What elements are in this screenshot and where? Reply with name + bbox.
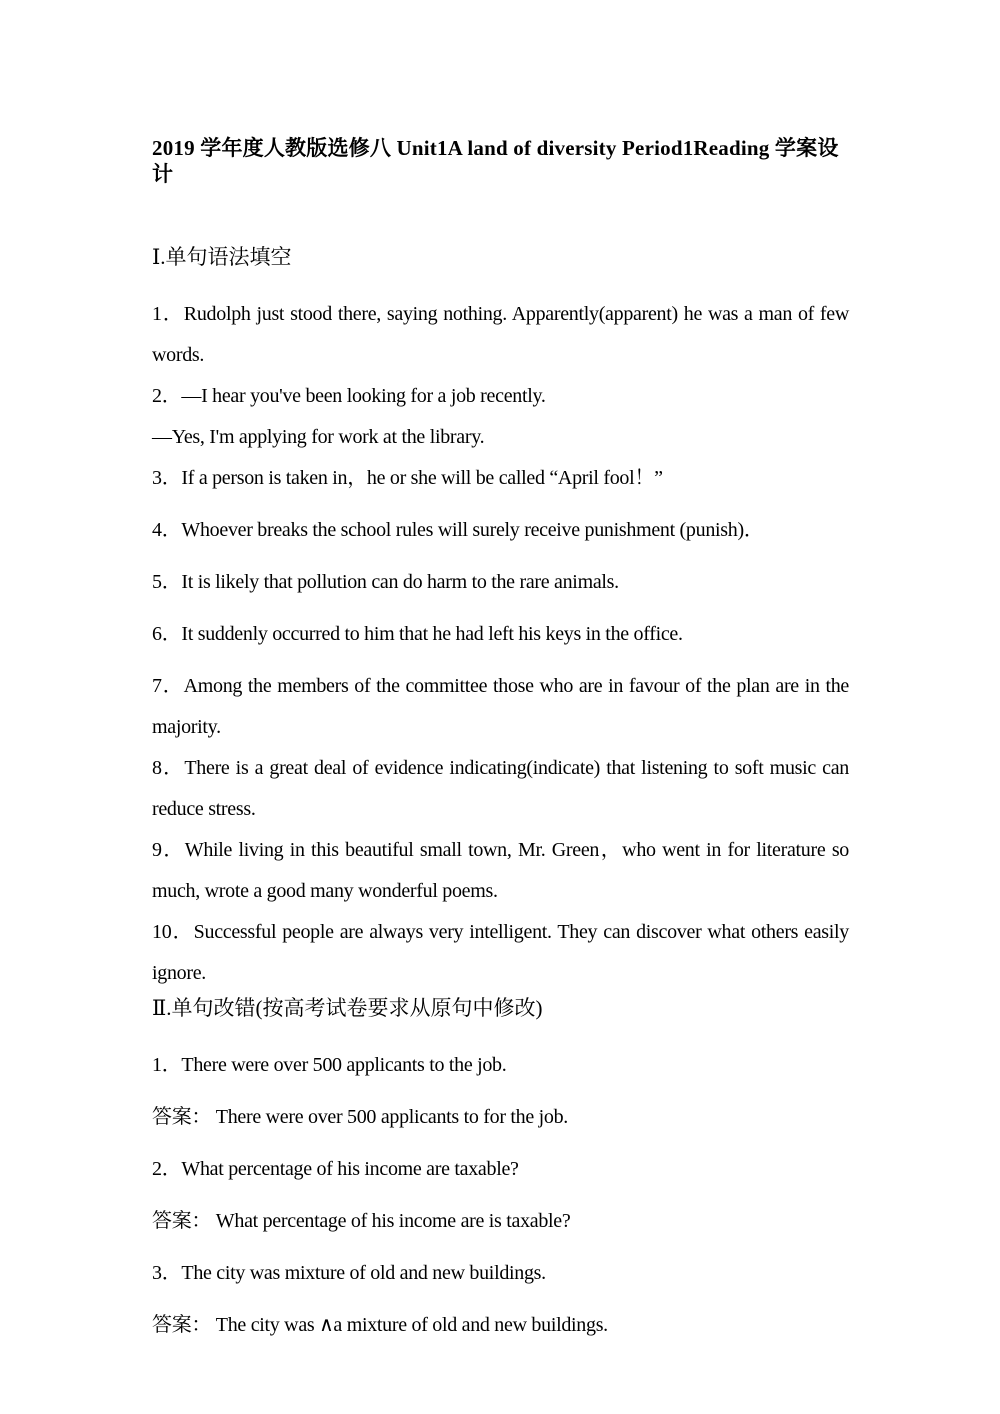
correction-answer-2: 答案： What percentage of his income are is taxable? (152, 1210, 571, 1232)
section-error-correction (152, 994, 849, 1346)
exercise-item-4: 4．Whoever breaks the school rules will surely receive punishment (punish)． (152, 519, 764, 541)
exercise-item-5: 5．It is likely that pollution can do harm to the rare animals. (152, 571, 619, 593)
correction-answer-1: 答案： There were over 500 applicants to for the job. (152, 1106, 568, 1128)
correction-item-1: 1．There were over 500 applicants to the job. (152, 1054, 507, 1076)
section-grammar-fill (152, 243, 849, 994)
section-2-heading: Ⅱ.单句改错(按高考试卷要求从原句中修改) (152, 996, 543, 1020)
correction-answer-3: 答案： The city was ∧a mixture of old and new buildings. (152, 1314, 608, 1336)
exercise-item-9: 9．While living in this beautiful small town, Mr. Green，who went in for literature so much, wrote a good many wonderful poems. (152, 839, 849, 902)
document-title: 2019 学年度人教版选修八 Unit1A land of diversity Period1Reading 学案设计 (152, 136, 839, 186)
exercise-item-10: 10．Successful people are always very intelligent. They can discover what others easily ignore. (152, 921, 849, 984)
exercise-item-6: 6．It suddenly occurred to him that he had left his keys in the office. (152, 623, 683, 645)
correction-item-3: 3．The city was mixture of old and new buildings. (152, 1262, 546, 1284)
exercise-item-2-reply: —Yes, I'm applying for work at the library. (152, 426, 485, 448)
exercise-item-3: 3．If a person is taken in，he or she will be called “April fool！” (152, 467, 663, 489)
section-1-heading: Ⅰ.单句语法填空 (152, 245, 292, 269)
correction-item-2: 2．What percentage of his income are taxable? (152, 1158, 519, 1180)
exercise-item-1: 1．Rudolph just stood there, saying nothing. Apparently(apparent) he was a man of few words. (152, 303, 849, 366)
exercise-item-7: 7．Among the members of the committee those who are in favour of the plan are in the majority. (152, 675, 849, 738)
exercise-item-8: 8．There is a great deal of evidence indicating(indicate) that listening to soft music can reduce stress. (152, 757, 849, 820)
exercise-item-2: 2．—I hear you've been looking for a job recently. (152, 385, 546, 407)
